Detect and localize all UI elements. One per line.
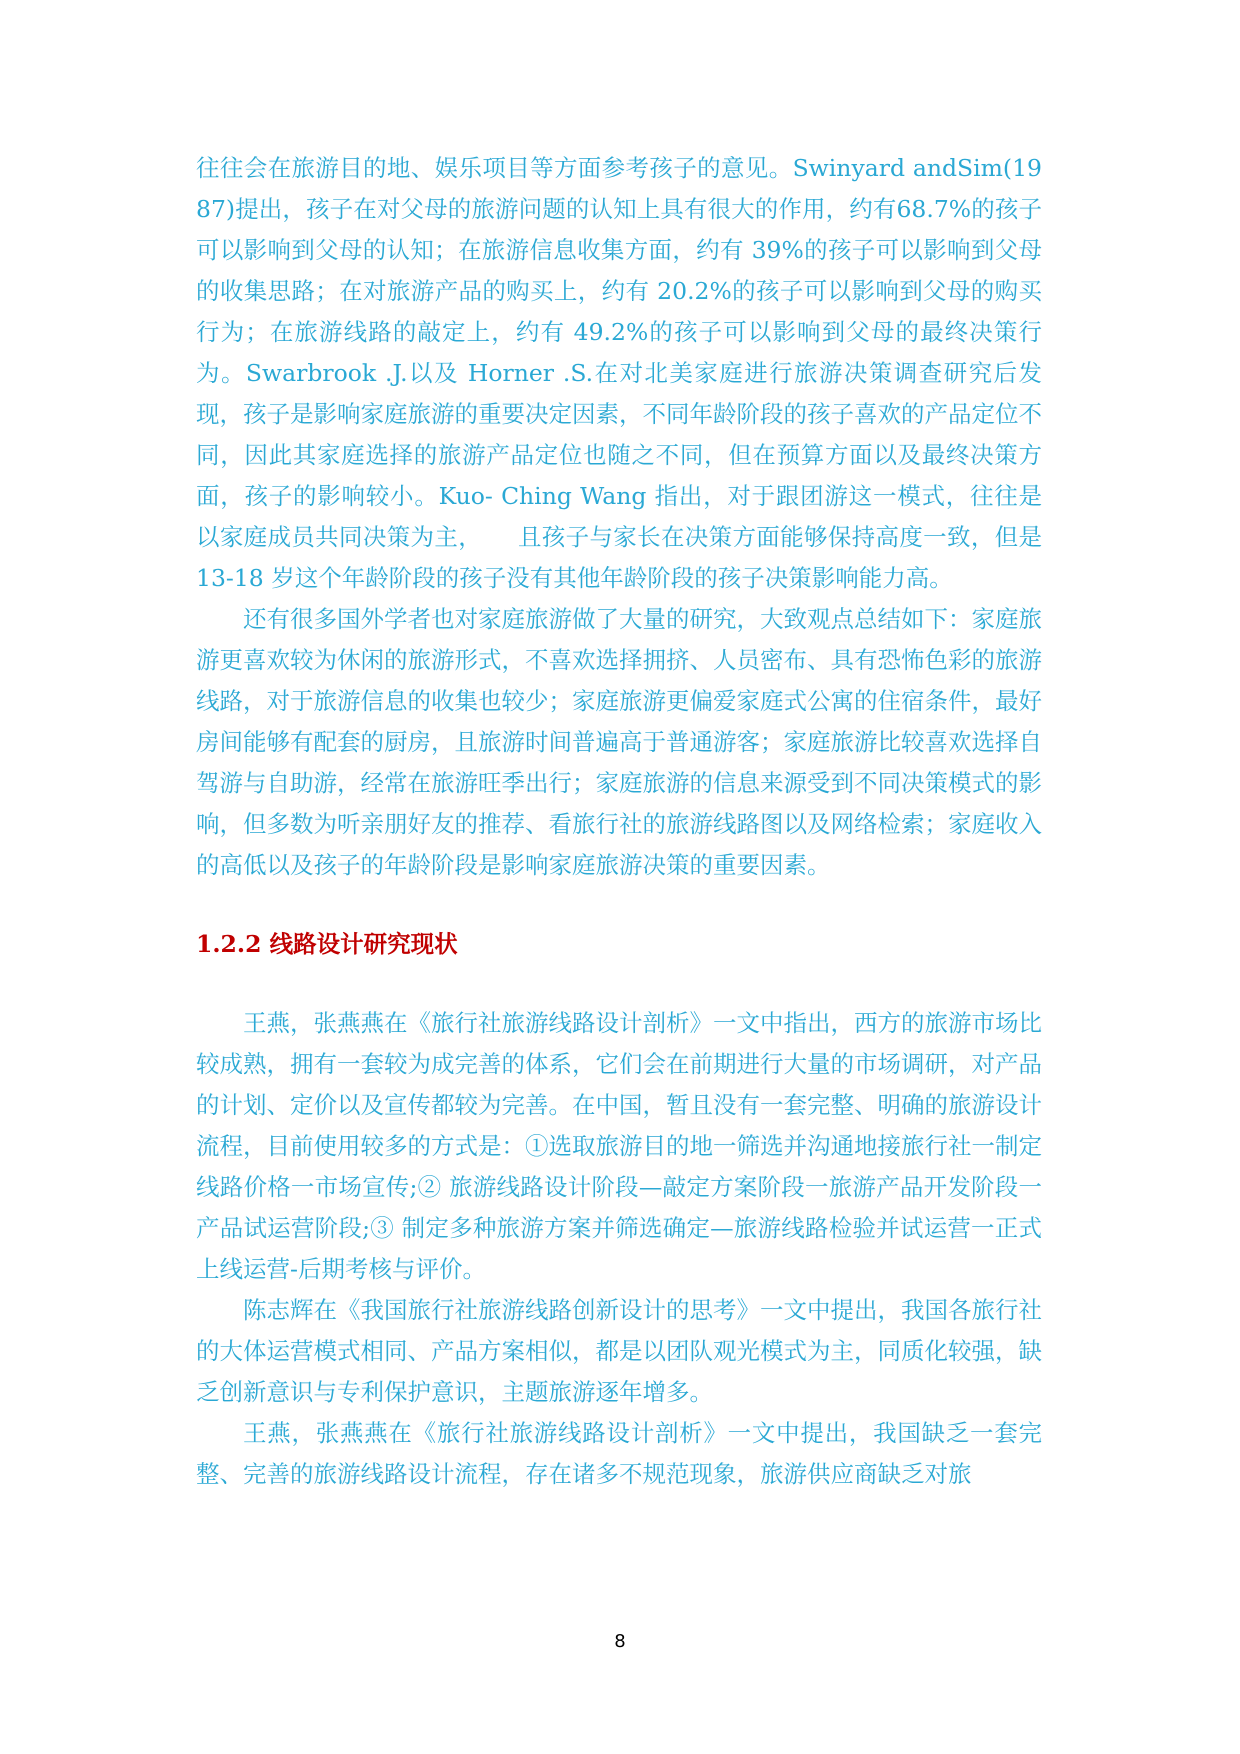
page-content xyxy=(196,148,1042,1495)
paragraph-wang-zhang-process-gap: 王燕，张燕燕在《旅行社旅游线路设计剖析》一文中提出，我国缺乏一套完整、完善的旅游线路设计流程，存在诸多不规范现象，旅游供应商缺乏对旅 xyxy=(196,1419,1042,1488)
page-number: 8 xyxy=(614,1631,626,1652)
paragraph-foreign-scholars-summary: 还有很多国外学者也对家庭旅游做了大量的研究，大致观点总结如下：家庭旅游更喜欢较为休闲的旅游形式，不喜欢选择拥挤、人员密布、具有恐怖色彩的旅游线路，对于旅游信息的收集也较少；家庭旅游更偏爱家庭式公寓的住宿条件，最好房间能够有配套的厨房，且旅游时间普遍高于普通游客；家庭旅游比较喜欢选择自驾游与自助游，经常在旅游旺季出行；家庭旅游的信息来源受到不同决策模式的影响，但多数为听亲朋好友的推荐、看旅行社的旅游线路图以及网络检索；家庭收入的高低以及孩子的年龄阶段是影响家庭旅游决策的重要因素。 xyxy=(196,605,1042,879)
paragraph-family-decision-research: 往往会在旅游目的地、娱乐项目等方面参考孩子的意见。Swinyard andSim(1987)提出，孩子在对父母的旅游问题的认知上具有很大的作用，约有68.7%的孩子可以影响到父母的认知；在旅游信息收集方面，约有 39%的孩子可以影响到父母的收集思路；在对旅游产品的购买上，约有 20.2%的孩子可以影响到父母的购买行为；在旅游线路的敲定上，约有 49.2%的孩子可以影响到父母的最终决策行为。Swarbrook .J.以及 Horner .S.在对北美家庭进行旅游决策调查研究后发现，孩子是影响家庭旅游的重要决定因素，不同年龄阶段的孩子喜欢的产品定位不同，因此其家庭选择的旅游产品定位也随之不同，但在预算方面以及最终决策方面，孩子的影响较小。Kuo- Ching Wang 指出，对于跟团游这一模式，往往是以家庭成员共同决策为主， 且孩子与家长在决策方面能够保持高度一致，但是 13-18 岁这个年龄阶段的孩子没有其他年龄阶段的孩子决策影响能力高。 xyxy=(196,154,1042,592)
paragraph-wang-zhang-western-market: 王燕，张燕燕在《旅行社旅游线路设计剖析》一文中指出，西方的旅游市场比较成熟，拥有一套较为成完善的体系，它们会在前期进行大量的市场调研，对产品的计划、定价以及宣传都较为完善。在中国，暂且没有一套完整、明确的旅游设计流程，目前使用较多的方式是：①选取旅游目的地一筛选并沟通地接旅行社一制定线路价格一市场宣传;② 旅游线路设计阶段—敲定方案阶段一旅游产品开发阶段一产品试运营阶段;③ 制定多种旅游方案并筛选确定—旅游线路检验并试运营一正式上线运营-后期考核与评价。 xyxy=(196,1009,1042,1283)
section-heading-route-design: 1.2.2 线路设计研究现状 xyxy=(196,930,458,958)
paragraph-chen-zhihui: 陈志辉在《我国旅行社旅游线路创新设计的思考》一文中提出，我国各旅行社的大体运营模式相同、产品方案相似，都是以团队观光模式为主，同质化较强，缺乏创新意识与专利保护意识，主题旅游逐年增多。 xyxy=(196,1296,1042,1406)
